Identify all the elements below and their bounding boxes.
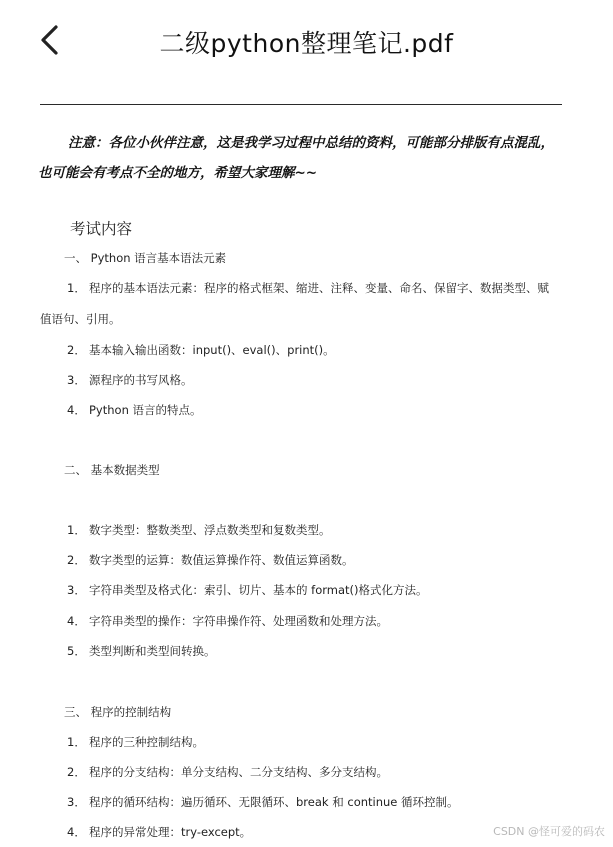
item-number: 4．: [67, 403, 86, 417]
item-number: 3．: [67, 795, 86, 809]
item-number: 4．: [67, 614, 86, 628]
notice-line-2: 也可能会有考点不全的地方，希望大家理解~~: [38, 165, 318, 181]
item-text: 程序的基本语法元素：程序的格式框架、缩进、注释、变量、命名、保留字、数据类型、赋: [89, 281, 549, 295]
item-number: 2．: [67, 553, 86, 567]
list-item: [67, 764, 388, 780]
item-text: 程序的循环结构：遍历循环、无限循环、break 和 continue 循环控制。: [89, 795, 459, 809]
list-item-continuation: [40, 311, 121, 327]
title-divider: [40, 104, 562, 105]
list-item: [67, 280, 549, 296]
item-text: 程序的三种控制结构。: [89, 735, 204, 749]
item-text: 字符串类型的操作：字符串操作符、处理函数和处理方法。: [89, 614, 388, 628]
item-number: 1．: [67, 281, 86, 295]
item-text: 数字类型的运算：数值运算操作符、数值运算函数。: [89, 553, 354, 567]
list-item: [67, 402, 202, 418]
list-item: [67, 734, 204, 750]
section-heading-3: 三、 程序的控制结构: [64, 705, 172, 719]
item-text: 值语句、引用。: [40, 312, 121, 326]
item-number: 1．: [67, 523, 86, 537]
item-text: Python 语言的特点。: [89, 403, 202, 417]
list-item: [67, 372, 193, 388]
section-heading-2: 二、 基本数据类型: [64, 463, 160, 477]
item-text: 源程序的书写风格。: [89, 373, 193, 387]
item-number: 5．: [67, 644, 86, 658]
item-number: 3．: [67, 583, 86, 597]
document-title: 二级python整理笔记.pdf: [159, 29, 454, 58]
top-bar: [0, 0, 613, 84]
item-number: 2．: [67, 765, 86, 779]
item-number: 2．: [67, 343, 86, 357]
list-item: [67, 643, 216, 659]
section-title: 考试内容: [70, 220, 133, 238]
notice-line-1: 注意：各位小伙伴注意，这是我学习过程中总结的资料，可能部分排版有点混乱，: [68, 135, 554, 151]
list-item: [67, 522, 331, 538]
section-heading-1: 一、 Python 语言基本语法元素: [64, 251, 227, 265]
notice-paragraph: [38, 128, 578, 188]
list-item: [67, 342, 335, 358]
item-text: 程序的异常处理：try-except。: [89, 825, 252, 839]
list-item: [67, 582, 428, 598]
item-text: 基本输入输出函数：input()、eval()、print()。: [89, 343, 335, 357]
list-item: [67, 552, 354, 568]
list-item: [67, 794, 459, 810]
list-item: [67, 824, 251, 840]
watermark: CSDN @怪可爱的码农: [493, 825, 605, 838]
list-item: [67, 613, 388, 629]
item-text: 程序的分支结构：单分支结构、二分支结构、多分支结构。: [89, 765, 388, 779]
item-number: 1．: [67, 735, 86, 749]
item-text: 类型判断和类型间转换。: [89, 644, 216, 658]
item-number: 4．: [67, 825, 86, 839]
item-text: 数字类型：整数类型、浮点数类型和复数类型。: [89, 523, 331, 537]
item-number: 3．: [67, 373, 86, 387]
item-text: 字符串类型及格式化：索引、切片、基本的 format()格式化方法。: [89, 583, 428, 597]
